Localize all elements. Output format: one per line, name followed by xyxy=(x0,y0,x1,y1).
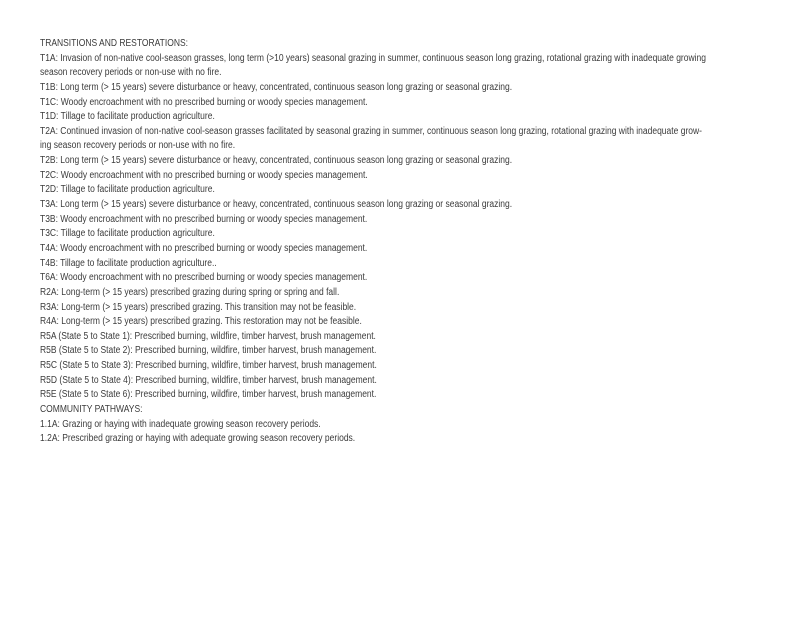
entry-line: T1C: Woody encroachment with no prescribed burning or woody species management. xyxy=(40,96,368,108)
entry-line: R5A (State 5 to State 1): Prescribed burning, wildfire, timber harvest, brush management. xyxy=(40,330,376,342)
entry-line: R3A: Long-term (> 15 years) prescribed grazing. This transition may not be feasible. xyxy=(40,301,357,313)
entry-line: T4A: Woody encroachment with no prescribed burning or woody species management. xyxy=(40,242,368,254)
entry-line: T6A: Woody encroachment with no prescribed burning or woody species management. xyxy=(40,272,368,284)
entry-line: R2A: Long-term (> 15 years) prescribed grazing during spring or spring and fall. xyxy=(40,286,340,298)
section-heading: TRANSITIONS AND RESTORATIONS: xyxy=(40,38,188,49)
entry-line: T3A: Long term (> 15 years) severe disturbance or heavy, concentrated, continuous season long grazing or seasonal grazing. xyxy=(40,199,513,211)
entry-line: T1A: Invasion of non-native cool-season grasses, long term (>10 years) seasonal grazing in summer, continuous season long grazing, rotational grazing with inadequate growing xyxy=(40,52,706,64)
entry-line: R5D (State 5 to State 4): Prescribed burning, wildfire, timber harvest, brush management. xyxy=(40,374,377,386)
entry-line: T3B: Woody encroachment with no prescribed burning or woody species management. xyxy=(40,213,368,225)
section-heading: COMMUNITY PATHWAYS: xyxy=(40,404,143,416)
document-page xyxy=(40,37,768,447)
entry-line: R5E (State 5 to State 6): Prescribed burning, wildfire, timber harvest, brush management. xyxy=(40,389,377,401)
entry-line: R5C (State 5 to State 3): Prescribed burning, wildfire, timber harvest, brush management. xyxy=(40,360,377,372)
entry-line: R4A: Long-term (> 15 years) prescribed grazing. This restoration may not be feasible. xyxy=(40,316,362,328)
entry-line: T1B: Long term (> 15 years) severe disturbance or heavy, concentrated, continuous season long grazing or seasonal grazing. xyxy=(40,81,513,93)
entry-line: T2C: Woody encroachment with no prescribed burning or woody species management. xyxy=(40,169,368,181)
entry-line: T2D: Tillage to facilitate production agriculture. xyxy=(40,184,215,196)
entry-line: T4B: Tillage to facilitate production agriculture.. xyxy=(40,257,217,269)
entry-line: season recovery periods or non-use with no fire. xyxy=(40,67,222,79)
entry-line: T1D: Tillage to facilitate production agriculture. xyxy=(40,111,215,123)
entry-line: 1.2A: Prescribed grazing or haying with adequate growing season recovery periods. xyxy=(40,433,356,445)
entry-line: 1.1A: Grazing or haying with inadequate growing season recovery periods. xyxy=(40,418,321,430)
entry-line: T2A: Continued invasion of non-native cool-season grasses facilitated by seasonal grazing in summer, continuous season long grazing, rotational grazing with inadequate grow- xyxy=(40,125,702,137)
entry-line: T2B: Long term (> 15 years) severe disturbance or heavy, concentrated, continuous season long grazing or seasonal grazing. xyxy=(40,155,513,167)
entry-line: R5B (State 5 to State 2): Prescribed burning, wildfire, timber harvest, brush management. xyxy=(40,345,377,357)
entry-line: ing season recovery periods or non-use with no fire. xyxy=(40,140,236,152)
entry-line: T3C: Tillage to facilitate production agriculture. xyxy=(40,228,215,240)
